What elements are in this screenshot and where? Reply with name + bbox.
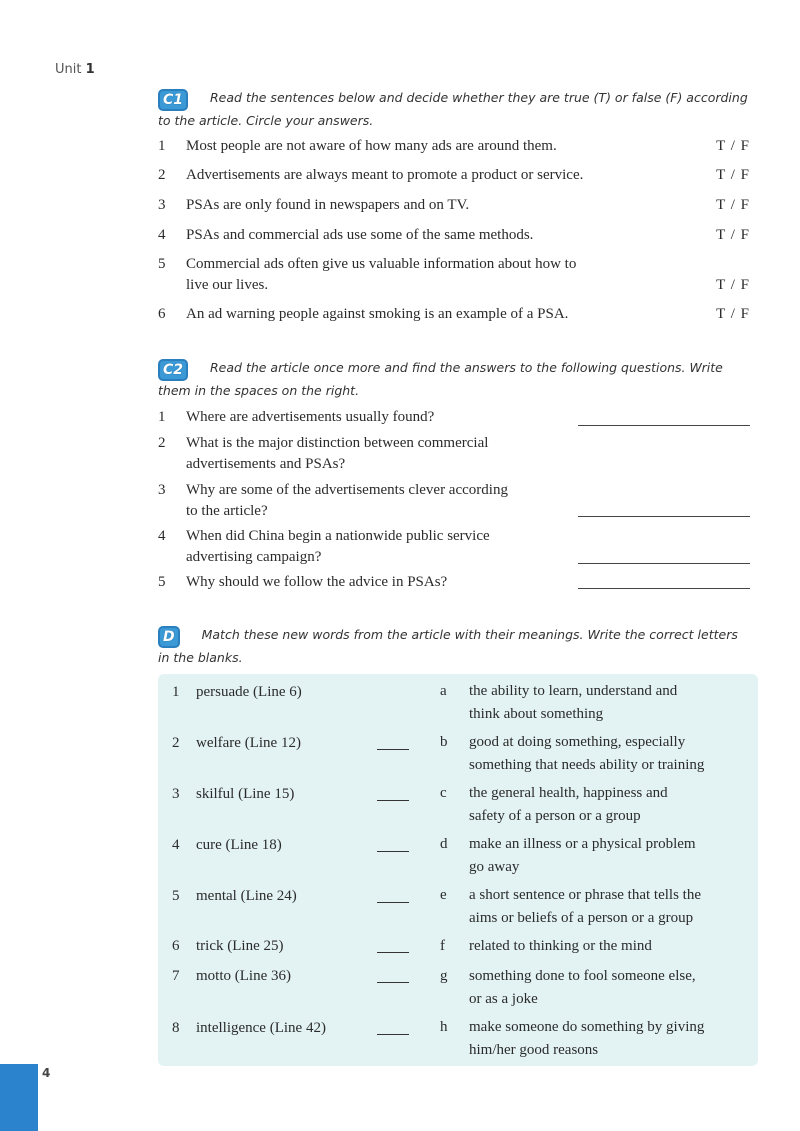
meaning-letter: g [440, 968, 448, 984]
c2-instruction [158, 358, 750, 400]
c2-question-text-line2: advertisements and PSAs? [186, 456, 346, 472]
d-instruction-line1: Match these new words from the article with their meanings. Write the correct letters [201, 627, 738, 642]
word-number: 4 [172, 837, 180, 853]
c1-item-text: PSAs and commercial ads use some of the same methods. [186, 227, 534, 243]
meaning-line2: go away [469, 858, 520, 875]
c2-question-text-line2: advertising campaign? [186, 549, 322, 565]
meaning-text [469, 1016, 759, 1061]
meaning-line1: good at doing something, especially [469, 734, 686, 750]
meaning-letter: h [440, 1019, 448, 1035]
d-instruction [158, 625, 750, 667]
c2-question-text-line2: to the article? [186, 503, 268, 519]
word-item [172, 885, 297, 907]
c2-instruction-line2: them in the spaces on the right. [158, 383, 360, 398]
c2-question-text: Why should we follow the advice in PSAs? [186, 574, 448, 590]
meaning-line2: safety of a person or a group [469, 807, 641, 824]
word-text: skilful (Line 15) [196, 786, 295, 802]
word-number: 2 [172, 735, 180, 751]
meaning-line1: related to thinking or the mind [469, 938, 652, 954]
meaning-letter: b [440, 734, 448, 750]
word-text: mental (Line 24) [196, 888, 297, 904]
meaning-line1: the ability to learn, understand and [469, 683, 678, 699]
match-answer-blank[interactable] [377, 1034, 409, 1035]
c1-instruction [158, 88, 750, 130]
word-text: persuade (Line 6) [196, 684, 302, 700]
meaning-text [469, 833, 759, 878]
match-answer-blank[interactable] [377, 952, 409, 953]
unit-label [55, 62, 95, 77]
meaning-text [469, 935, 759, 958]
word-item [172, 1017, 326, 1039]
c2-question-number: 2 [158, 435, 166, 451]
c2-question-text: Why are some of the advertisements clever according [186, 482, 508, 498]
unit-number: 1 [85, 62, 95, 77]
match-answer-blank[interactable] [377, 800, 409, 801]
c1-instruction-line1: Read the sentences below and decide whether they are true (T) or false (F) according [210, 90, 748, 105]
c2-instruction-line1: Read the article once more and find the answers to the following questions. Write [210, 360, 723, 375]
d-instruction-line2: in the blanks. [158, 650, 243, 665]
word-item [172, 834, 282, 856]
c1-true-false-choice[interactable]: T / F [716, 227, 750, 243]
meaning-text [469, 680, 759, 725]
match-answer-blank[interactable] [377, 749, 409, 750]
word-number: 8 [172, 1020, 180, 1036]
word-number: 7 [172, 968, 180, 984]
c2-question-text: When did China begin a nationwide public service [186, 528, 490, 544]
c2-answer-line[interactable] [578, 588, 750, 589]
meaning-line2: aims or beliefs of a person or a group [469, 909, 694, 926]
meaning-line1: a short sentence or phrase that tells the [469, 887, 702, 903]
meaning-line2: or as a joke [469, 990, 538, 1007]
meaning-line1: something done to fool someone else, [469, 968, 696, 984]
meaning-letter: d [440, 836, 448, 852]
meaning-letter: c [440, 785, 447, 801]
meaning-text [469, 884, 759, 929]
c2-question-number: 5 [158, 574, 166, 590]
meaning-letter: e [440, 887, 447, 903]
word-item [172, 935, 283, 957]
word-text: trick (Line 25) [196, 938, 284, 954]
c1-true-false-choice[interactable]: T / F [716, 197, 750, 213]
c1-item-number: 3 [158, 197, 166, 213]
meaning-line1: make an illness or a physical problem [469, 836, 696, 852]
c1-item-text: PSAs are only found in newspapers and on TV. [186, 197, 470, 213]
meaning-text [469, 965, 759, 1010]
meaning-text [469, 731, 759, 776]
c2-answer-line[interactable] [578, 563, 750, 564]
c2-answer-line[interactable] [578, 516, 750, 517]
word-number: 6 [172, 938, 180, 954]
meaning-text [469, 782, 759, 827]
meaning-letter: f [440, 938, 445, 954]
word-item [172, 732, 301, 754]
word-item [172, 965, 291, 987]
meaning-line2: him/her good reasons [469, 1041, 599, 1058]
c1-section-tag: C1 [158, 89, 188, 111]
meaning-line2: think about something [469, 705, 604, 722]
match-answer-blank[interactable] [377, 851, 409, 852]
c1-item-text: Advertisements are always meant to promote a product or service. [186, 167, 584, 183]
word-number: 1 [172, 684, 180, 700]
c1-true-false-choice[interactable]: T / F [716, 306, 750, 322]
word-text: motto (Line 36) [196, 968, 291, 984]
match-answer-blank[interactable] [377, 902, 409, 903]
c1-true-false-choice[interactable]: T / F [716, 167, 750, 183]
c2-section-tag: C2 [158, 359, 188, 381]
word-text: intelligence (Line 42) [196, 1020, 326, 1036]
c1-true-false-choice[interactable]: T / F [716, 277, 750, 293]
c2-question-text: Where are advertisements usually found? [186, 409, 435, 425]
c1-instruction-line2: to the article. Circle your answers. [158, 113, 374, 128]
word-number: 5 [172, 888, 180, 904]
c2-question-number: 1 [158, 409, 166, 425]
word-item [172, 681, 302, 703]
c1-item-text: Most people are not aware of how many ads are around them. [186, 138, 557, 154]
meaning-line2: something that needs ability or training [469, 756, 705, 773]
unit-word: Unit [55, 62, 82, 77]
c1-item-number: 1 [158, 138, 166, 154]
match-answer-blank[interactable] [377, 982, 409, 983]
page-edge-tab [0, 1064, 38, 1131]
c1-true-false-choice[interactable]: T / F [716, 138, 750, 154]
meaning-line1: the general health, happiness and [469, 785, 668, 801]
c2-question-number: 4 [158, 528, 166, 544]
c2-question-number: 3 [158, 482, 166, 498]
meaning-line1: make someone do something by giving [469, 1019, 705, 1035]
word-item [172, 783, 294, 805]
c1-item-number: 6 [158, 306, 166, 322]
word-text: welfare (Line 12) [196, 735, 301, 751]
c1-item-number: 4 [158, 227, 166, 243]
page-number: 4 [42, 1066, 51, 1080]
c1-item-number: 5 [158, 256, 166, 272]
c2-question-text: What is the major distinction between commercial [186, 435, 489, 451]
meaning-letter: a [440, 683, 447, 699]
c1-item-text: An ad warning people against smoking is an example of a PSA. [186, 306, 569, 322]
c1-item-text-line2: live our lives. [186, 277, 269, 293]
word-number: 3 [172, 786, 180, 802]
c2-answer-line[interactable] [578, 425, 750, 426]
word-text: cure (Line 18) [196, 837, 282, 853]
c1-item-text: Commercial ads often give us valuable information about how to [186, 256, 577, 272]
d-section-tag: D [158, 626, 180, 648]
c1-item-number: 2 [158, 167, 166, 183]
